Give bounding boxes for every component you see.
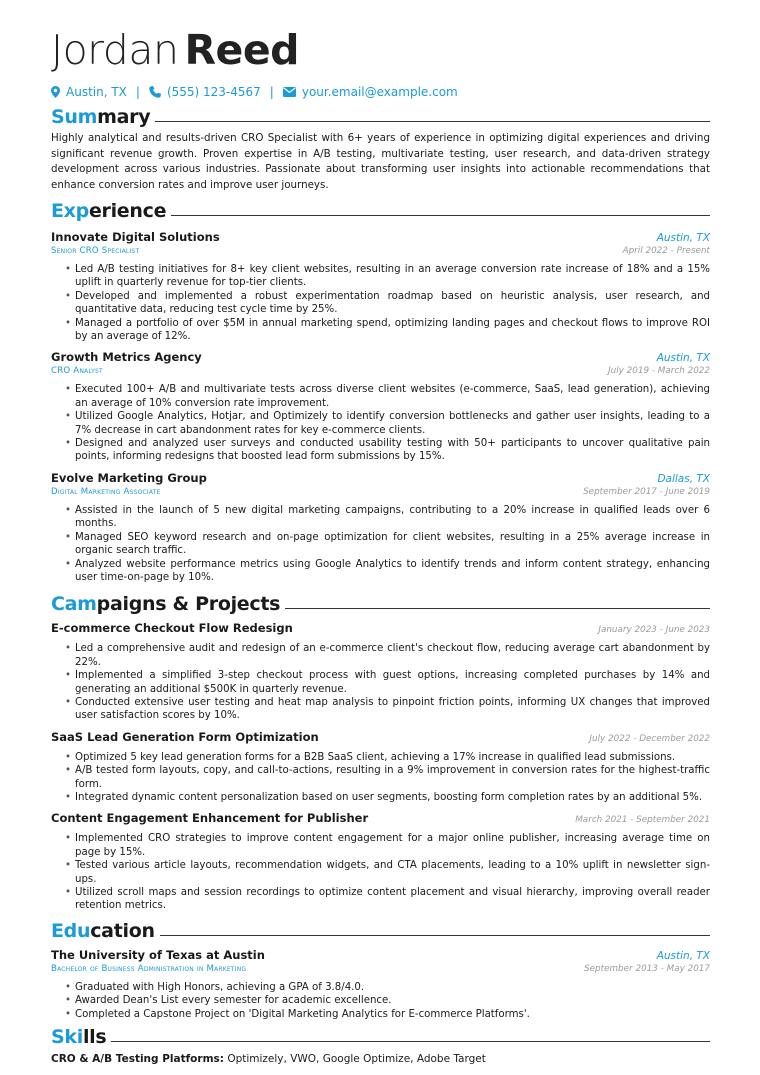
contact-separator: | <box>269 85 274 99</box>
email-text: your.email@example.com <box>301 85 458 99</box>
list-item: • Integrated dynamic content personalization based on user segments, boosting form completion rates by an additional 5%. <box>65 791 710 804</box>
candidate-name <box>51 26 710 74</box>
entry-dates: January 2023 - June 2023 <box>598 625 710 636</box>
contact-location <box>51 85 127 99</box>
first-name: Jordan <box>51 26 179 74</box>
section-rule <box>285 608 710 609</box>
contact-line <box>51 84 710 100</box>
list-item: • Conducted extensive user testing and heat map analysis to pinpoint friction points, informing UX changes that improved user satisfaction scores by 10%. <box>65 696 710 723</box>
skill-values: Optimizely, VWO, Google Optimize, Adobe Target <box>227 1053 486 1066</box>
list-item: • Designed and analyzed user surveys and conducted usability testing with 50+ participants to uncover qualitative pain points, informing redesigns that boosted lead form submissions by 15%. <box>65 437 710 464</box>
project-title: SaaS Lead Generation Form Optimization <box>51 729 319 744</box>
entry-dates: July 2022 - December 2022 <box>589 733 710 744</box>
entry-location: Dallas, TX <box>657 472 710 485</box>
bullet-list <box>65 504 710 584</box>
entry-dates: September 2017 - June 2019 <box>583 486 710 497</box>
company-name: Evolve Marketing Group <box>51 470 207 485</box>
entry-location: Austin, TX <box>656 232 710 244</box>
entry-location: Austin, TX <box>656 352 710 365</box>
school-name: The University of Texas at Austin <box>51 947 265 962</box>
envelope-icon <box>283 87 296 97</box>
project-entry <box>51 730 710 805</box>
list-item: • Graduated with High Honors, achieving a GPA of 3.8/4.0. <box>65 981 710 994</box>
job-role: Senior CRO Specialist <box>51 246 140 256</box>
list-item: • Assisted in the launch of 5 new digital marketing campaigns, contributing to a 20% increase in qualified leads over 6 months. <box>65 504 710 531</box>
section-title: Summary <box>51 106 151 128</box>
experience-entry <box>51 230 710 343</box>
section-title: Campaigns & Projects <box>51 593 281 616</box>
project-entry <box>51 621 710 722</box>
last-name: Reed <box>184 26 299 74</box>
phone-text: (555) 123-4567 <box>166 85 261 99</box>
map-marker-icon <box>51 86 60 98</box>
list-item: • Analyzed website performance metrics using Google Analytics to identify trends and inform content strategy, enhancing user time-on-page by 10%. <box>65 558 710 585</box>
company-name: Growth Metrics Agency <box>51 350 202 365</box>
list-item: • Tested various article layouts, recommendation widgets, and CTA placements, leading to a 10% uplift in newsletter sign-ups. <box>65 859 710 886</box>
entry-dates: July 2019 - March 2022 <box>608 366 710 377</box>
list-item: • Led a comprehensive audit and redesign of an e-commerce client's checkout flow, reducing average cart abandonment by 22%. <box>65 642 710 669</box>
section-education-heading <box>51 919 710 943</box>
project-title: Content Engagement Enhancement for Publisher <box>51 811 369 826</box>
bullet-list <box>65 751 710 805</box>
job-role: CRO Analyst <box>51 366 103 377</box>
skill-category: CRO & A/B Testing Platforms: <box>51 1053 224 1066</box>
education-entry <box>51 948 710 1021</box>
list-item: • Implemented CRO strategies to improve content engagement for a major online publisher, increasing average time on page by 15%. <box>65 832 710 859</box>
list-item: • Implemented a simplified 3-step checkout process with guest options, increasing completed purchases by 14% and generating an additional $500K in quarterly revenue. <box>65 669 710 696</box>
section-rule <box>171 215 710 216</box>
entry-dates: March 2021 - September 2021 <box>575 815 710 826</box>
section-title: Experience <box>51 200 167 222</box>
bullet-list <box>65 263 710 343</box>
location-text: Austin, TX <box>66 85 127 99</box>
list-item: • Led A/B testing initiatives for 8+ key client websites, resulting in an average conversion rate increase of 18% and a 15% uplift in quarterly revenue for top-tier clients. <box>65 263 710 290</box>
list-item: • Optimized 5 key lead generation forms for a B2B SaaS client, achieving a 17% increase in qualified lead submissions. <box>65 751 710 764</box>
entry-location: Austin, TX <box>656 949 710 962</box>
job-role: Digital Marketing Associate <box>51 486 161 497</box>
summary-text: Highly analytical and results-driven CRO Specialist with 6+ years of experience in optimizing digital experiences and driving significant revenue growth. Proven expertise in A/B testing, multivariate testing, user research, and data-driven strategy development across various industries. Passionate about transforming user insights into actionable recommendations that enhance conversion rates and improve user journeys. <box>51 132 710 191</box>
phone-icon <box>149 86 161 98</box>
skills-line <box>51 1053 710 1065</box>
resume-page <box>51 26 710 1065</box>
experience-entry <box>51 350 710 463</box>
experience-entry <box>51 471 710 584</box>
list-item: • Managed SEO keyword research and on-page optimization for client websites, resulting in a 25% average increase in organic search traffic. <box>65 531 710 558</box>
section-title: Skills <box>51 1026 107 1049</box>
list-item: • Developed and implemented a robust experimentation roadmap based on heuristic analysis, user research, and quantitative data, reducing test cycle time by 25%. <box>65 290 710 317</box>
entry-dates: April 2022 - Present <box>622 246 710 256</box>
list-item: • Utilized Google Analytics, Hotjar, and Optimizely to identify conversion bottlenecks and gather user insights, leading to a 7% decrease in cart abandonment rates for key e-commerce clients. <box>65 410 710 437</box>
bullet-list <box>65 981 710 1021</box>
list-item: • Awarded Dean's List every semester for academic excellence. <box>65 994 710 1007</box>
list-item: • Executed 100+ A/B and multivariate tests across diverse client websites (e-commerce, SaaS, lead generation), achieving an average of 10% conversion rate improvement. <box>65 383 710 410</box>
section-experience-heading <box>51 199 710 223</box>
section-rule <box>111 1041 710 1042</box>
section-summary-heading <box>51 105 710 129</box>
bullet-list <box>65 642 710 722</box>
section-skills-heading <box>51 1025 710 1049</box>
project-title: E-commerce Checkout Flow Redesign <box>51 621 293 636</box>
degree: Bachelor of Business Administration in Marketing <box>51 963 247 974</box>
section-rule <box>160 935 710 936</box>
project-entry <box>51 811 710 912</box>
section-projects-heading <box>51 592 710 616</box>
section-rule <box>155 121 710 122</box>
company-name: Innovate Digital Solutions <box>51 230 220 244</box>
contact-email[interactable] <box>283 85 458 99</box>
list-item: • Utilized scroll maps and session recordings to optimize content placement and visual hierarchy, improving overall reader retention metrics. <box>65 886 710 913</box>
section-title: Education <box>51 919 155 942</box>
bullet-list <box>65 383 710 463</box>
entry-dates: September 2013 - May 2017 <box>584 963 710 974</box>
bullet-list <box>65 832 710 912</box>
list-item: • A/B tested form layouts, copy, and call-to-actions, resulting in a 9% improvement in conversion rates for the highest-traffic form. <box>65 764 710 791</box>
list-item: • Managed a portfolio of over $5M in annual marketing spend, optimizing landing pages and checkout flows to improve ROI by an average of 12%. <box>65 317 710 344</box>
contact-phone[interactable] <box>149 85 261 99</box>
contact-separator: | <box>135 85 140 99</box>
list-item: • Completed a Capstone Project on 'Digital Marketing Analytics for E-commerce Platforms'. <box>65 1008 710 1021</box>
